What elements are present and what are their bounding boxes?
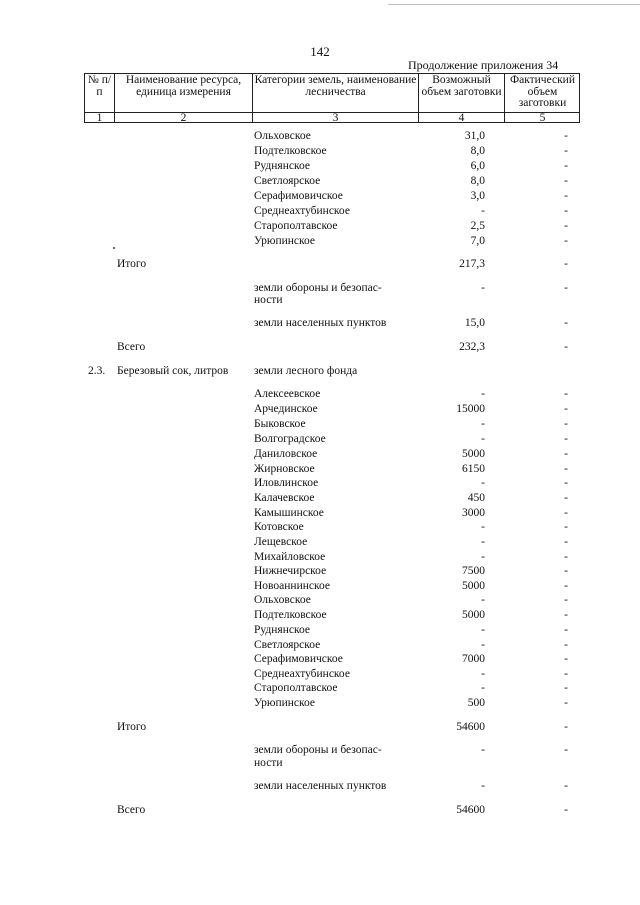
resource-name: Березовый сок, литров — [117, 365, 229, 377]
header-col-num: № п/п — [87, 74, 112, 98]
table-row — [0, 159, 640, 174]
actual-volume: - — [564, 697, 568, 709]
table-row — [0, 593, 640, 608]
table-row — [0, 803, 640, 818]
table-row — [0, 447, 640, 462]
table-row — [0, 387, 640, 402]
actual-volume: - — [564, 341, 568, 353]
possible-volume: 450 — [467, 492, 485, 504]
table-row — [0, 462, 640, 477]
header-col-resource: Наименование ресурса, единица измерения — [114, 74, 252, 112]
actual-volume: - — [564, 624, 568, 636]
possible-volume: - — [481, 744, 485, 756]
category-name: Среднеахтубинское — [254, 205, 350, 217]
possible-volume: 5000 — [462, 609, 485, 621]
table-row — [0, 476, 640, 491]
table-row — [0, 520, 640, 535]
possible-volume: - — [481, 682, 485, 694]
category-name: ности — [254, 294, 283, 306]
header-num-4: 4 — [418, 112, 504, 122]
table-row — [0, 779, 640, 794]
possible-volume: 3000 — [462, 507, 485, 519]
possible-volume: - — [481, 388, 485, 400]
category-name: Алексеевское — [254, 388, 321, 400]
header-num-2: 2 — [114, 112, 252, 122]
category-name: ности — [254, 757, 283, 769]
table-row — [0, 204, 640, 219]
actual-volume: - — [564, 282, 568, 294]
table-row — [0, 417, 640, 432]
table-row — [0, 174, 640, 189]
possible-volume: 500 — [467, 697, 485, 709]
category-name: Светлоярское — [254, 175, 321, 187]
actual-volume: - — [564, 205, 568, 217]
actual-volume: - — [564, 403, 568, 415]
table-row — [0, 189, 640, 204]
possible-volume: 7500 — [462, 565, 485, 577]
row-number: 2.3. — [88, 365, 106, 377]
actual-volume: - — [564, 580, 568, 592]
possible-volume: - — [481, 477, 485, 489]
table-row — [0, 623, 640, 638]
header-num-3: 3 — [252, 112, 418, 122]
possible-volume: 6150 — [462, 463, 485, 475]
table-row — [0, 681, 640, 696]
actual-volume: - — [564, 258, 568, 270]
category-name: Старополтавское — [254, 682, 338, 694]
table-row — [0, 316, 640, 331]
actual-volume: - — [564, 175, 568, 187]
table-row — [0, 550, 640, 565]
possible-volume: 15000 — [456, 403, 485, 415]
category-name: Подтелковское — [254, 145, 327, 157]
category-name: Арчединское — [254, 403, 318, 415]
table-row — [0, 340, 640, 355]
category-name: Михайловское — [254, 551, 326, 563]
possible-volume: - — [481, 780, 485, 792]
table-row — [0, 364, 640, 379]
possible-volume: - — [481, 624, 485, 636]
table-row — [0, 506, 640, 521]
category-name: Новоаннинское — [254, 580, 330, 592]
possible-volume: 8,0 — [470, 145, 485, 157]
category-name: Ольховское — [254, 130, 311, 142]
page-number: 142 — [310, 44, 330, 59]
category-name: Руднянское — [254, 160, 310, 172]
possible-volume: 217,3 — [459, 258, 485, 270]
category-name: Иловлинское — [254, 477, 319, 489]
actual-volume: - — [564, 780, 568, 792]
category-name: земли населенных пунктов — [254, 780, 387, 792]
table-row — [0, 608, 640, 623]
possible-volume: 7000 — [462, 653, 485, 665]
table-header — [84, 73, 580, 123]
table-row — [0, 638, 640, 653]
table-row — [0, 491, 640, 506]
table-row — [0, 579, 640, 594]
possible-volume: - — [481, 205, 485, 217]
actual-volume: - — [564, 388, 568, 400]
category-name: Урюпинское — [254, 697, 316, 709]
header-num-5: 5 — [504, 112, 580, 122]
actual-volume: - — [564, 190, 568, 202]
category-name: Подтелковское — [254, 609, 327, 621]
category-name: Лещевское — [254, 536, 308, 548]
table-row — [0, 402, 640, 417]
actual-volume: - — [564, 744, 568, 756]
actual-volume: - — [564, 130, 568, 142]
resource-name: Всего — [117, 804, 146, 816]
category-name: Камышинское — [254, 507, 324, 519]
possible-volume: 7,0 — [470, 235, 485, 247]
possible-volume: 5000 — [462, 448, 485, 460]
possible-volume: - — [481, 594, 485, 606]
top-rule — [388, 4, 640, 5]
actual-volume: - — [564, 507, 568, 519]
possible-volume: 54600 — [456, 804, 485, 816]
actual-volume: - — [564, 521, 568, 533]
category-name: Светлоярское — [254, 639, 321, 651]
actual-volume: - — [564, 639, 568, 651]
actual-volume: - — [564, 536, 568, 548]
category-name: земли лесного фонда — [254, 365, 358, 377]
table-row — [0, 234, 640, 249]
actual-volume: - — [564, 653, 568, 665]
category-name: Ольховское — [254, 594, 311, 606]
category-name: Котовское — [254, 521, 304, 533]
continuation-label: Продолжение приложения 34 — [408, 58, 559, 72]
category-name: Жирновское — [254, 463, 315, 475]
table-row — [0, 756, 640, 771]
table-row — [0, 432, 640, 447]
possible-volume: 8,0 — [470, 175, 485, 187]
table-row — [0, 652, 640, 667]
possible-volume: - — [481, 521, 485, 533]
actual-volume: - — [564, 317, 568, 329]
possible-volume: 54600 — [456, 721, 485, 733]
category-name: Старополтавское — [254, 220, 338, 232]
header-num-1: 1 — [85, 112, 114, 122]
category-name: земли населенных пунктов — [254, 317, 387, 329]
category-name: земли обороны и безопас- — [254, 744, 382, 756]
table-row — [0, 257, 640, 272]
actual-volume: - — [564, 551, 568, 563]
category-name: Урюпинское — [254, 235, 316, 247]
actual-volume: - — [564, 565, 568, 577]
header-col-fact: Фактический объем заготовки — [504, 74, 580, 112]
table-row — [0, 144, 640, 159]
actual-volume: - — [564, 668, 568, 680]
possible-volume: 31,0 — [464, 130, 485, 142]
resource-name: Итого — [117, 721, 147, 733]
possible-volume: 5000 — [462, 580, 485, 592]
table-row — [0, 564, 640, 579]
category-name: Калачевское — [254, 492, 315, 504]
possible-volume: - — [481, 639, 485, 651]
possible-volume: - — [481, 668, 485, 680]
header-col-volume: Возможный объем заготовки — [418, 74, 504, 112]
actual-volume: - — [564, 609, 568, 621]
category-name: земли обороны и безопас- — [254, 282, 382, 294]
category-name: Среднеахтубинское — [254, 668, 350, 680]
possible-volume: 6,0 — [470, 160, 485, 172]
actual-volume: - — [564, 160, 568, 172]
actual-volume: - — [564, 492, 568, 504]
category-name: Серафимовичское — [254, 190, 343, 202]
table-row — [0, 129, 640, 144]
actual-volume: - — [564, 220, 568, 232]
actual-volume: - — [564, 418, 568, 430]
possible-volume: - — [481, 418, 485, 430]
actual-volume: - — [564, 804, 568, 816]
table-row — [0, 720, 640, 735]
category-name: Быковское — [254, 418, 306, 430]
table-row — [0, 667, 640, 682]
actual-volume: - — [564, 235, 568, 247]
actual-volume: - — [564, 594, 568, 606]
possible-volume: - — [481, 551, 485, 563]
actual-volume: - — [564, 463, 568, 475]
actual-volume: - — [564, 682, 568, 694]
possible-volume: 2,5 — [470, 220, 485, 232]
resource-name: Итого — [117, 258, 147, 270]
actual-volume: - — [564, 433, 568, 445]
actual-volume: - — [564, 145, 568, 157]
possible-volume: 232,3 — [459, 341, 485, 353]
table-row — [0, 535, 640, 550]
category-name: Волгоградское — [254, 433, 326, 445]
actual-volume: - — [564, 448, 568, 460]
possible-volume: - — [481, 433, 485, 445]
table-row — [0, 293, 640, 308]
category-name: Серафимовичское — [254, 653, 343, 665]
table-row — [0, 219, 640, 234]
possible-volume: 3,0 — [470, 190, 485, 202]
possible-volume: - — [481, 282, 485, 294]
category-name: Даниловское — [254, 448, 318, 460]
actual-volume: - — [564, 721, 568, 733]
table-row — [0, 696, 640, 711]
possible-volume: - — [481, 536, 485, 548]
actual-volume: - — [564, 477, 568, 489]
header-col-category: Категории земель, наименование лесничества — [252, 74, 418, 112]
resource-name: Всего — [117, 341, 146, 353]
category-name: Нижнечирское — [254, 565, 327, 577]
possible-volume: 15,0 — [464, 317, 485, 329]
category-name: Руднянское — [254, 624, 310, 636]
